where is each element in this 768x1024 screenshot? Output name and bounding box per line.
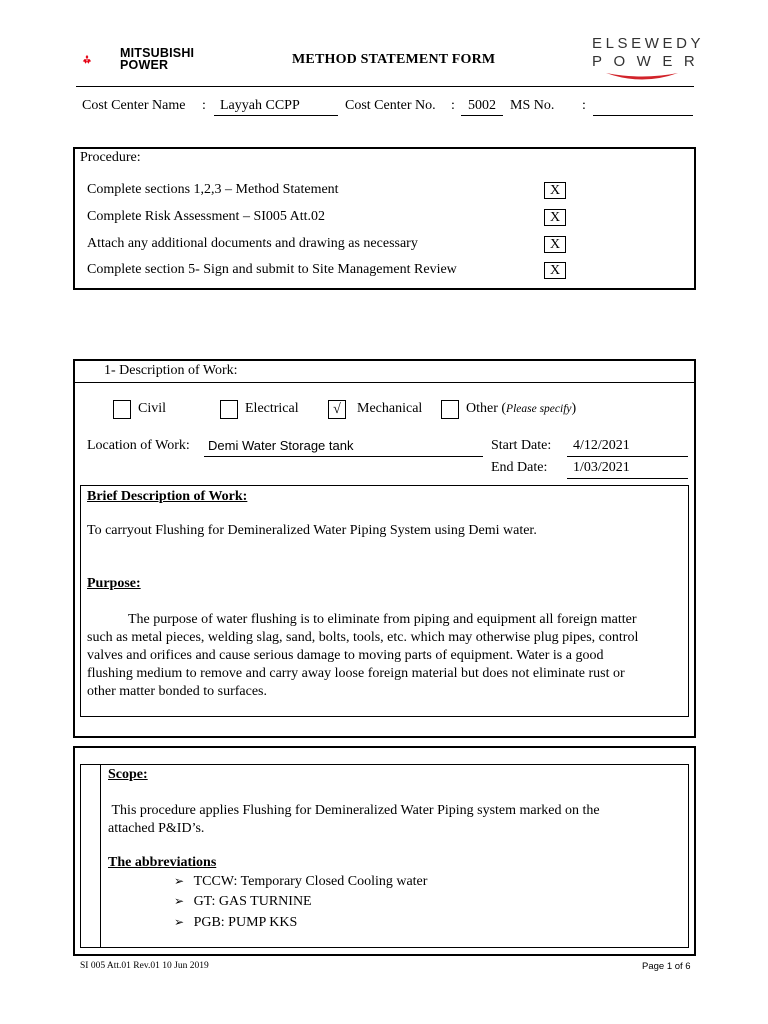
end-date-field[interactable]: 1/03/2021 [567,460,688,479]
location-field[interactable]: Demi Water Storage tank [204,438,483,457]
logo-line-2: POWER [120,58,169,72]
scope-text-line-1: This procedure applies Flushing for Demineralized Water Piping system marked on the [111,803,600,818]
arrow-bullet-icon: ➢ [174,874,185,888]
mitsubishi-power-logo [120,47,194,71]
brief-description-heading: Brief Description of Work: [87,489,248,504]
abbreviation-item [174,915,297,931]
section-1-heading: 1- Description of Work: [104,363,238,378]
abbreviation-text: GT: GAS TURNINE [193,894,312,909]
cost-center-name-field: Layyah CCPP [214,98,338,116]
ms-no-label: MS No. [510,98,555,113]
civil-label: Civil [138,401,167,416]
mechanical-checkbox[interactable]: √ [328,400,346,419]
colon: : [451,98,455,113]
procedure-checkbox[interactable]: X [544,262,566,279]
electrical-label: Electrical [245,401,299,416]
procedure-item: Complete sections 1,2,3 – Method Statement [87,182,339,197]
procedure-item: Complete section 5- Sign and submit to Site Management Review [87,262,457,277]
scope-heading: Scope: [108,767,148,782]
procedure-checkbox[interactable]: X [544,182,566,199]
abbreviation-item [174,874,427,890]
header-divider [76,86,694,87]
purpose-paragraph [87,611,687,701]
procedure-label: Procedure: [80,150,141,165]
procedure-checkbox[interactable]: X [544,209,566,226]
scope-text-line [108,802,600,820]
purpose-heading: Purpose: [87,576,141,591]
electrical-checkbox[interactable] [220,400,238,419]
section-divider [74,382,695,383]
arrow-bullet-icon: ➢ [174,894,185,908]
end-date-label: End Date: [491,460,548,475]
form-title: METHOD STATEMENT FORM [292,52,496,67]
other-label-text: Other ( [466,401,507,416]
elsewedy-logo-line-2: POWER [592,53,707,70]
abbreviation-text: PGB: PUMP KKS [193,915,298,930]
procedure-item: Complete Risk Assessment – SI005 Att.02 [87,209,326,224]
other-label-close: ) [571,401,577,416]
colon: : [582,98,586,113]
ms-no-field [593,98,693,116]
mitsubishi-diamonds-icon [82,42,118,76]
page-number: Page 1 of 6 [642,961,691,972]
purpose-line: such as metal pieces, welding slag, sand, bolts, tools, etc. which may otherwise plug pipes, control [87,630,639,645]
other-label [466,401,576,417]
purpose-line: The purpose of water flushing is to eliminate from piping and equipment all foreign matter [128,612,637,627]
scope-margin-rule [100,765,101,947]
abbreviation-item [174,894,312,910]
start-date-label: Start Date: [491,438,552,453]
start-date-field[interactable]: 4/12/2021 [567,438,688,457]
procedure-checkbox[interactable]: X [544,236,566,253]
abbreviation-text: TCCW: Temporary Closed Cooling water [193,874,428,889]
elsewedy-logo-line-1: ELSEWEDY [592,35,705,52]
cost-center-name-label: Cost Center Name [82,98,186,113]
elsewedy-swoosh-icon [604,70,680,84]
purpose-line: valves and orifices and cause serious damage to moving parts of equipment. Water is a good [87,648,604,663]
abbreviations-heading: The abbreviations [108,855,217,870]
other-note: Please specify [506,403,572,415]
cost-center-no-field: 5002 [461,98,503,116]
logo-line-1: MITSUBISHI [120,46,195,60]
cost-center-no-label: Cost Center No. [345,98,436,113]
mechanical-label: Mechanical [357,401,423,416]
purpose-line: other matter bonded to surfaces. [87,684,267,699]
other-checkbox[interactable] [441,400,459,419]
colon: : [202,98,206,113]
scope-text-line-2: attached P&ID’s. [108,821,205,836]
procedure-item: Attach any additional documents and drawing as necessary [87,236,418,251]
arrow-bullet-icon: ➢ [174,915,185,929]
document-reference: SI 005 Att.01 Rev.01 10 Jun 2019 [80,961,209,971]
purpose-line: flushing medium to remove and carry away loose foreign material but does not eliminate rust or [87,666,625,681]
location-label: Location of Work: [87,438,190,453]
civil-checkbox[interactable] [113,400,131,419]
brief-description-text: To carryout Flushing for Demineralized Water Piping System using Demi water. [87,523,537,538]
